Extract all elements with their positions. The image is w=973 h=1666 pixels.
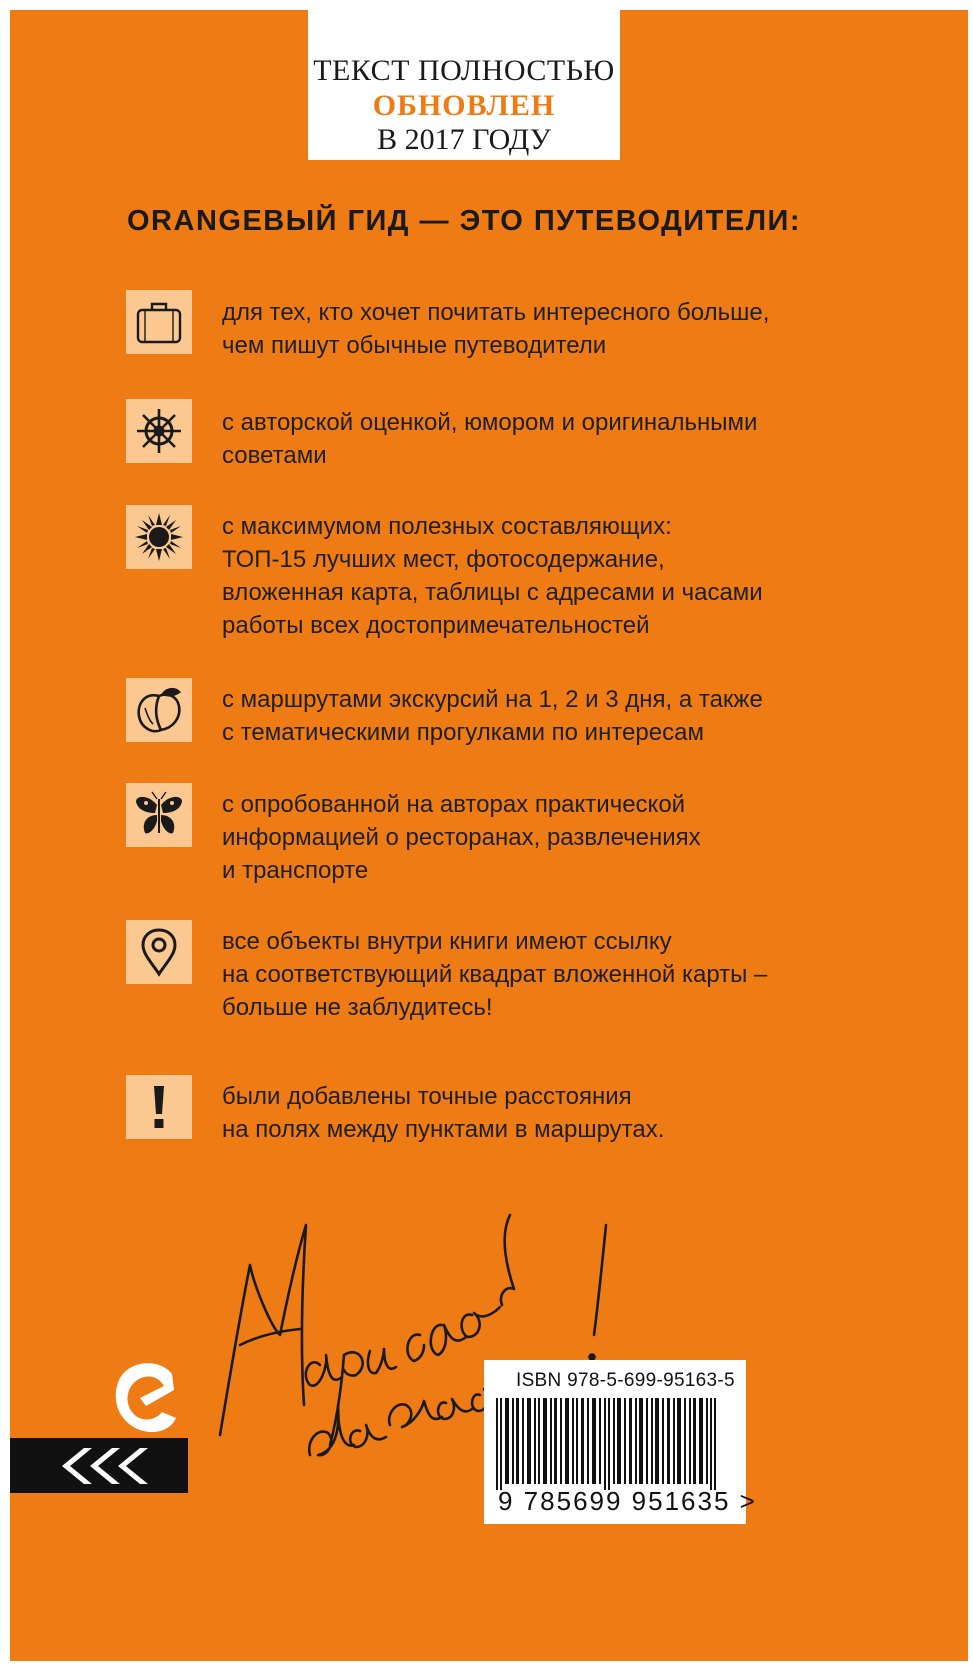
back-arrows-block: [10, 1438, 188, 1493]
feature-line: на соответствующий квадрат вложенной карты –: [222, 961, 768, 988]
badge-line-2: ОБНОВЛЕН: [372, 89, 556, 122]
feature-line: чем пишут обычные путеводители: [222, 332, 607, 359]
feature-line: с опробованной на авторах практической: [222, 791, 686, 818]
badge-line-1: ТЕКСТ ПОЛНОСТЬЮ: [313, 54, 615, 87]
feature-text-3: [222, 510, 872, 642]
suitcase-icon: [126, 290, 192, 354]
peach-icon: [126, 678, 192, 742]
barcode-bars: [496, 1398, 734, 1490]
feature-line: вложенная карта, таблицы с адресами и часами: [222, 579, 763, 606]
feature-text-2: [222, 406, 872, 472]
updated-badge: [308, 10, 620, 160]
feature-text-6: [222, 925, 872, 1024]
feature-text-1: [222, 296, 872, 362]
feature-line: информацией о ресторанах, развлечениях: [222, 824, 701, 851]
feature-line: с тематическими прогулками по интересам: [222, 719, 704, 746]
feature-text-7: [222, 1080, 872, 1146]
sun-icon: [126, 505, 192, 569]
feature-line: больше не заблудитесь!: [222, 994, 493, 1021]
triple-chevron-icon: [44, 1444, 154, 1488]
feature-line: на полях между пунктами в маршрутах.: [222, 1116, 665, 1143]
badge-line-3: В 2017 ГОДУ: [377, 123, 551, 156]
feature-text-5: [222, 788, 872, 887]
map-pin-icon: [126, 920, 192, 984]
feature-line: работы всех достопримечательностей: [222, 612, 650, 639]
feature-line: все объекты внутри книги имеют ссылку: [222, 928, 672, 955]
publisher-logo: [110, 1356, 180, 1436]
feature-line: с маршрутами экскурсий на 1, 2 и 3 дня, а также: [222, 686, 763, 713]
book-back-cover: [10, 10, 968, 1661]
barcode-digits: 9 785699 951635 >: [498, 1486, 757, 1516]
butterfly-icon: [126, 783, 192, 847]
feature-line: советами: [222, 442, 327, 469]
feature-line: были добавлены точные расстояния: [222, 1083, 632, 1110]
feature-line: для тех, кто хочет почитать интересного больше,: [222, 299, 770, 326]
isbn-barcode: [484, 1360, 757, 1524]
feature-line: ТОП-15 лучших мест, фотосодержание,: [222, 546, 665, 573]
isbn-label: ISBN 978-5-699-95163-5: [516, 1370, 735, 1391]
feature-line: и транспорте: [222, 857, 369, 884]
ship-wheel-icon: [126, 399, 192, 463]
exclamation-icon: [126, 1075, 192, 1139]
feature-line: с авторской оценкой, юмором и оригинальными: [222, 409, 758, 436]
feature-line: с максимумом полезных составляющих:: [222, 513, 672, 540]
feature-text-4: [222, 683, 872, 749]
cover-heading: ORANGEВЫЙ ГИД — ЭТО ПУТЕВОДИТЕЛИ:: [127, 205, 802, 237]
